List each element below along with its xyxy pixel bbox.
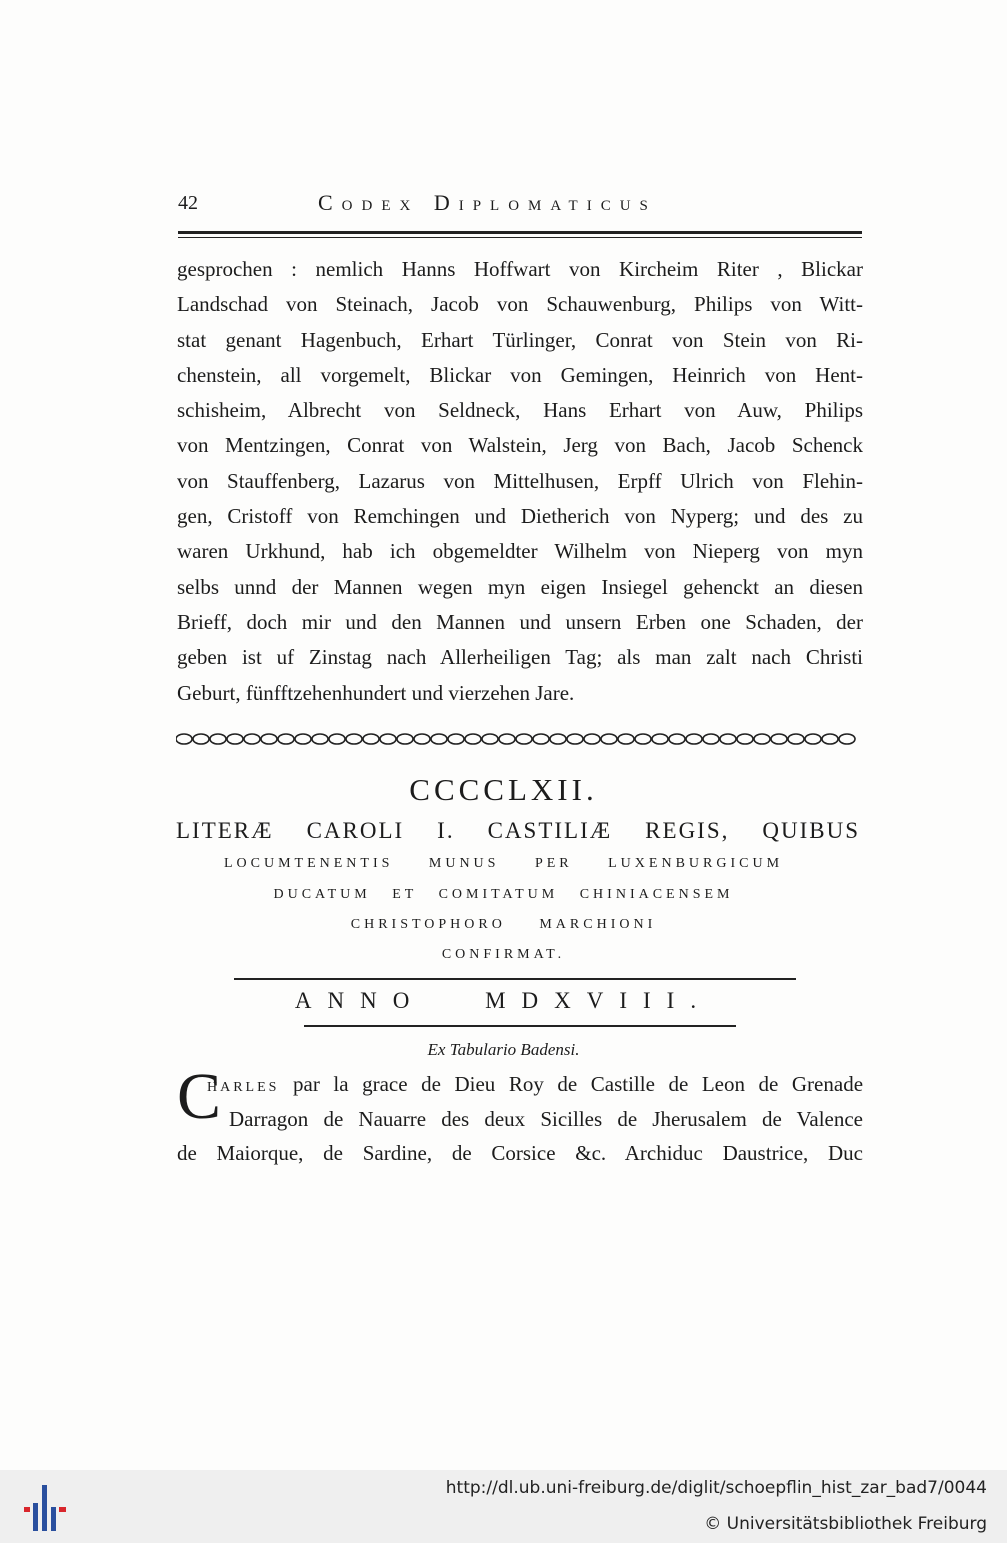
ornament-link [176, 734, 192, 744]
ornament-link [550, 734, 566, 744]
body-line: Geburt, fünfftzehenhundert und vierzehen Jare. [177, 680, 575, 705]
body-line: selbs unnd der Mannen wegen myn eigen Insiegel gehenckt an diesen [177, 574, 863, 599]
viewer-footer [0, 1470, 1007, 1543]
ornament-link [635, 734, 651, 744]
body-line: Landschad von Steinach, Jacob von Schauwenburg, Philips von Witt- [177, 292, 863, 317]
body-line: gesprochen : nemlich Hanns Hoffwart von Kircheim Riter , Blickar [177, 257, 863, 281]
body-line: schisheim, Albrecht von Seldneck, Hans Erhart von Auw, Philips [177, 398, 863, 423]
ornament-link [499, 734, 515, 744]
permalink-url[interactable]: http://dl.ub.uni-freiburg.de/diglit/schoepflin_hist_zar_bad7/0044 [445, 1478, 987, 1498]
ornament-link [278, 734, 294, 744]
ornament-link [431, 734, 447, 744]
document-year: ANNO MDXVIII. [294, 988, 713, 1013]
ornament-link [805, 734, 821, 744]
document-title: LITERÆ CAROLI I. CASTILIÆ REGIS, QUIBUS [176, 818, 860, 843]
ub-freiburg-logo-icon [24, 1485, 66, 1531]
ornament-link [822, 734, 838, 744]
document-subtitle-line: CONFIRMAT. [441, 947, 566, 962]
ornament-link [754, 734, 770, 744]
header-rule-thin [178, 237, 862, 238]
ornament-link [363, 734, 379, 744]
ornament-link [210, 734, 226, 744]
ornament-link [193, 734, 209, 744]
document-number: CCCCLXII. [409, 772, 598, 807]
ornament-link [346, 734, 362, 744]
body-line: stat genant Hagenbuch, Erhart Türlinger, Conrat von Stein von Ri- [177, 327, 863, 352]
document-subtitle-line: CHRISTOPHORO MARCHIONI [350, 917, 657, 932]
running-head [178, 190, 862, 220]
page-number: 42 [178, 192, 198, 214]
body-line: Brieff, doch mir und den Mannen und unsern Erben one Schaden, der [177, 609, 863, 634]
body-line: chenstein, all vorgemelt, Blickar von Gemingen, Heinrich von Hent- [177, 362, 863, 387]
ornament-link [669, 734, 685, 744]
letter-line: de Maiorque, de Sardine, de Corsice &c. Archiduc Daustrice, Duc [177, 1141, 863, 1165]
ornament-link [465, 734, 481, 744]
ornament-border [176, 728, 860, 750]
ornament-link [618, 734, 634, 744]
drop-cap: C [177, 1060, 222, 1133]
ornament-link [448, 734, 464, 744]
ornament-link [533, 734, 549, 744]
ornament-link [482, 734, 498, 744]
small-caps-word: HARLES [207, 1080, 280, 1095]
ornament-link [737, 734, 753, 744]
ornament-link [771, 734, 787, 744]
ornament-link [839, 734, 855, 744]
running-title: Codex Diplomaticus [318, 190, 657, 215]
body-line: geben ist uf Zinstag nach Allerheiligen Tag; als man zalt nach Christi [177, 645, 863, 670]
ornament-link [601, 734, 617, 744]
ornament-link [567, 734, 583, 744]
year-rule [304, 1025, 736, 1027]
document-subtitle-line: DUCATUM ET COMITATUM CHINIACENSEM [273, 887, 734, 902]
title-rule [234, 978, 796, 980]
ornament-link [584, 734, 600, 744]
document-source: Ex Tabulario Badensi. [427, 1040, 580, 1059]
body-text [177, 252, 863, 711]
ornament-link [720, 734, 736, 744]
ornament-link [227, 734, 243, 744]
ornament-link [414, 734, 430, 744]
ornament-link [397, 734, 413, 744]
ornament-link [329, 734, 345, 744]
document-subtitle-line: LOCUMTENENTIS MUNUS PER LUXENBURGICUM [223, 856, 784, 871]
ornament-link [686, 734, 702, 744]
letter-text [177, 1060, 864, 1176]
ornament-link [244, 734, 260, 744]
ornament-link [295, 734, 311, 744]
copyright-notice: © Universitätsbibliothek Freiburg [704, 1514, 987, 1534]
ornament-link [516, 734, 532, 744]
header-rule-thick [178, 231, 862, 234]
body-line: von Mentzingen, Conrat von Walstein, Jerg von Bach, Jacob Schenck [177, 433, 863, 458]
letter-line [207, 1069, 863, 1099]
ornament-link [380, 734, 396, 744]
body-line: von Stauffenberg, Lazarus von Mittelhusen, Erpff Ulrich von Flehin- [177, 468, 863, 493]
ornament-link [788, 734, 804, 744]
letter-line-text: par la grace de Dieu Roy de Castille de Leon de Grenade [293, 1072, 864, 1096]
ornament-link [652, 734, 668, 744]
body-line: waren Urkhund, hab ich obgemeldter Wilhelm von Nieperg von myn [177, 539, 863, 564]
ornament-link [703, 734, 719, 744]
ornament-link [261, 734, 277, 744]
letter-line: Darragon de Nauarre des deux Sicilles de Jherusalem de Valence [229, 1107, 863, 1131]
ornament-link [312, 734, 328, 744]
body-line: gen, Cristoff von Remchingen und Dietherich von Nyperg; und des zu [177, 504, 863, 529]
